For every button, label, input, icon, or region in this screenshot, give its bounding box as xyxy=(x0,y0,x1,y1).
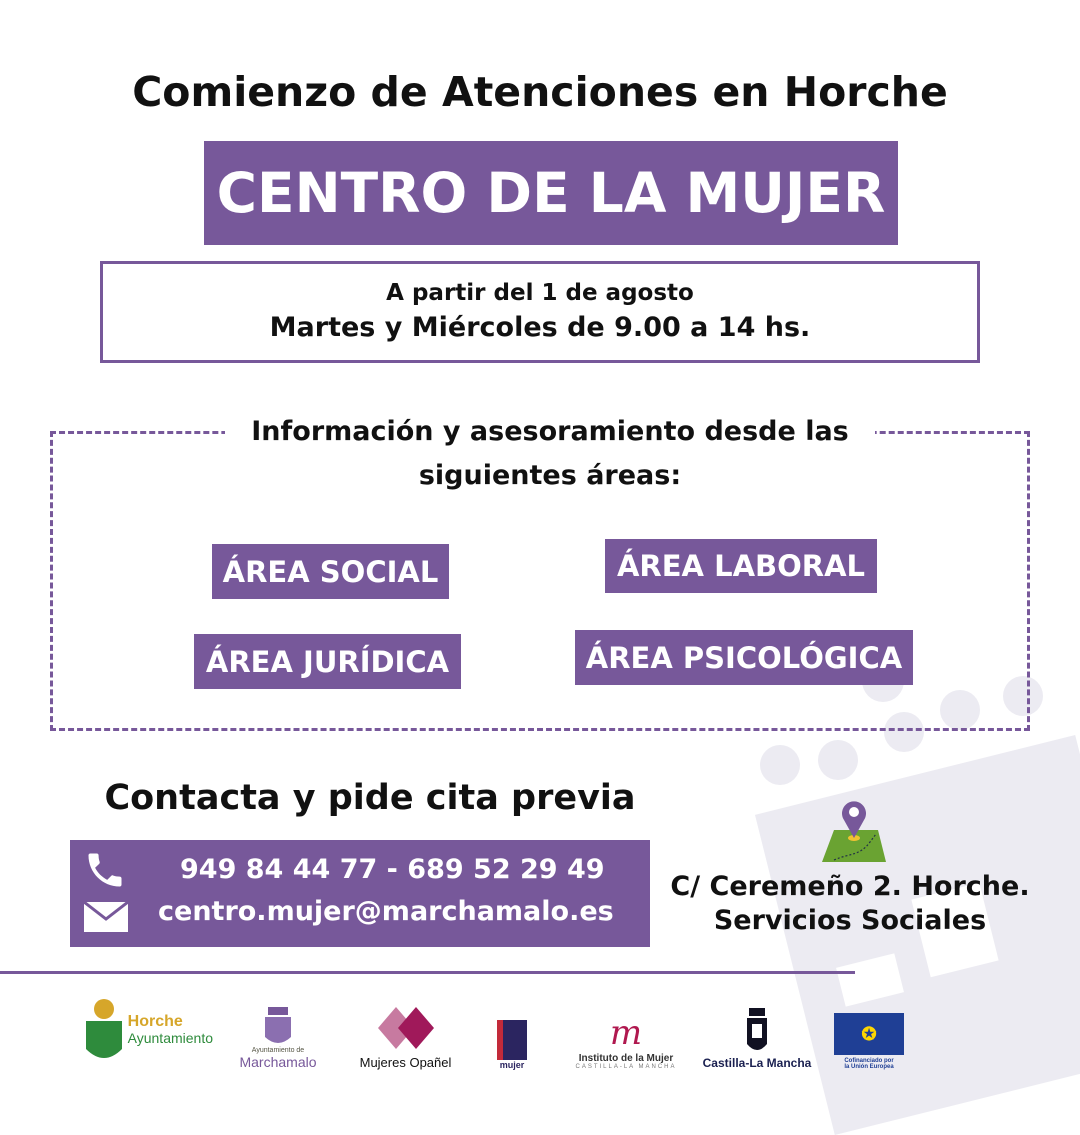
logo-mujeres-opanel xyxy=(348,990,463,1070)
address xyxy=(660,870,1040,938)
marchamalo-crest-icon xyxy=(263,1007,293,1047)
marchamalo-name: Marchamalo xyxy=(239,1054,317,1070)
logo-centro-mujer xyxy=(494,990,530,1070)
email-address[interactable]: centro.mujer@marchamalo.es xyxy=(158,896,614,927)
clm-name: Castilla-La Mancha xyxy=(702,1056,812,1070)
eu-line1: Cofinanciado por xyxy=(844,1058,894,1064)
schedule-box xyxy=(100,261,980,363)
phone-icon xyxy=(82,848,128,892)
logo-eu xyxy=(834,990,904,1070)
horche-name: Horche xyxy=(127,1013,183,1030)
map-location-icon xyxy=(820,798,888,864)
area-laboral: ÁREA LABORAL xyxy=(605,539,877,593)
area-psicologica: ÁREA PSICOLÓGICA xyxy=(575,630,913,685)
eu-flag-icon: ✪ xyxy=(834,1013,904,1055)
area-social: ÁREA SOCIAL xyxy=(212,544,449,599)
area-juridica: ÁREA JURÍDICA xyxy=(194,634,461,689)
areas-heading-line2: siguientes áreas: xyxy=(418,460,682,491)
areas-heading xyxy=(225,410,875,498)
areas-heading-line1: Información y asesoramiento desde las xyxy=(251,416,849,447)
page-title: Comienzo de Atenciones en Horche xyxy=(132,68,948,116)
horche-crest-icon xyxy=(84,995,124,1065)
instituto-sub: CASTILLA-LA MANCHA xyxy=(575,1064,677,1070)
phone-numbers[interactable]: 949 84 44 77 - 689 52 29 49 xyxy=(180,854,605,885)
hours: Martes y Miércoles de 9.00 a 14 hs. xyxy=(269,312,811,343)
address-line2: Servicios Sociales xyxy=(713,905,987,936)
logo-horche xyxy=(68,990,213,1070)
divider xyxy=(0,971,855,974)
opanel-mark-icon xyxy=(374,1005,438,1051)
clm-crest-icon xyxy=(745,1006,769,1056)
horche-sub: Ayuntamiento xyxy=(127,1030,213,1046)
contact-heading: Contacta y pide cita previa xyxy=(104,778,636,818)
opanel-name: Mujeres Opañel xyxy=(359,1055,452,1070)
banner: CENTRO DE LA MUJER xyxy=(204,141,898,245)
address-line1: C/ Ceremeño 2. Horche. xyxy=(670,871,1030,902)
email-icon xyxy=(84,902,128,932)
logo-castilla-la-mancha xyxy=(702,990,812,1070)
contact-box xyxy=(70,840,650,947)
start-date: A partir del 1 de agosto xyxy=(386,280,694,306)
eu-line2: la Unión Europea xyxy=(844,1064,894,1070)
centro-mujer-name: mujer xyxy=(499,1060,525,1070)
logo-instituto-mujer: m Instituto de la Mujer CASTILLA-LA MANCHA xyxy=(575,1013,677,1070)
marchamalo-sub: Ayuntamiento de xyxy=(251,1047,305,1054)
logo-marchamalo xyxy=(228,990,328,1070)
instituto-name: Instituto de la Mujer xyxy=(578,1053,674,1064)
